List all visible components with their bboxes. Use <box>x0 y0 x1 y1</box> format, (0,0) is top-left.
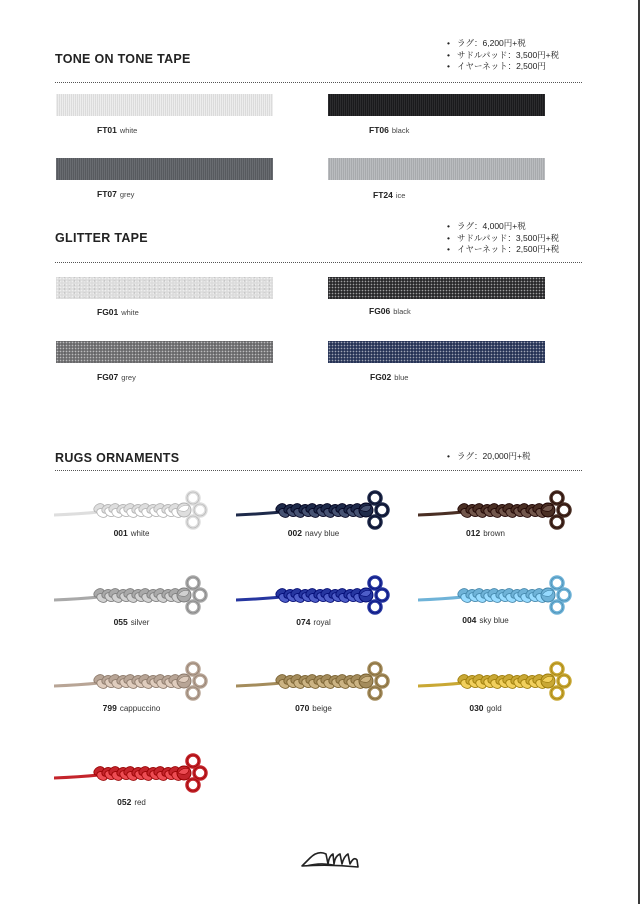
ornament-052 <box>54 745 209 805</box>
caption-fg01 <box>97 307 139 317</box>
swatch-fg07 <box>56 341 273 363</box>
brand-logo-icon <box>300 842 360 872</box>
rope-ornament-icon <box>54 745 209 805</box>
item-code: FT01 <box>97 125 117 135</box>
price-line: • ラグ：4,000円+税 <box>447 221 559 233</box>
price-line: • イヤーネット：2,500円+税 <box>447 244 559 256</box>
item-name: black <box>393 307 411 316</box>
glitter-title: GLITTER TAPE <box>55 231 148 245</box>
item-name: ice <box>395 191 406 200</box>
caption-074 <box>236 617 391 627</box>
caption-fg06 <box>369 306 411 316</box>
caption-799 <box>54 703 209 713</box>
item-name: grey <box>119 190 135 199</box>
caption-070 <box>236 703 391 713</box>
ornaments-title: RUGS ORNAMENTS <box>55 451 180 465</box>
price-line: • サドルパッド：3,500円+税 <box>447 233 559 245</box>
price-line: • イヤーネット：2,500円 <box>447 61 559 73</box>
swatch-ft06 <box>328 94 545 116</box>
item-name: white <box>119 126 138 135</box>
item-name: navy blue <box>304 529 340 538</box>
swatch-ft07 <box>56 158 273 180</box>
caption-001 <box>54 528 209 538</box>
swatch-ft24 <box>328 158 545 180</box>
swatch-ft01 <box>56 94 273 116</box>
item-name: white <box>121 308 139 317</box>
item-code: 055 <box>113 617 128 627</box>
caption-fg07 <box>97 372 136 382</box>
price-line: • ラグ：6,200円+税 <box>447 38 559 50</box>
item-name: grey <box>121 373 136 382</box>
item-code: 012 <box>466 528 481 538</box>
caption-004 <box>408 615 563 625</box>
ornaments-prices <box>447 451 530 463</box>
item-name: red <box>134 798 146 807</box>
item-code: 070 <box>295 703 310 713</box>
glitter-prices <box>447 221 559 256</box>
item-name: royal <box>313 618 331 627</box>
price-line: • サドルパッド：3,500円+税 <box>447 50 559 62</box>
caption-052 <box>54 797 209 807</box>
item-code: 001 <box>113 528 128 538</box>
item-code: FG06 <box>369 306 391 316</box>
item-code: FG02 <box>370 372 392 382</box>
tone-on-tone-title: TONE ON TONE TAPE <box>55 52 191 66</box>
section-divider <box>55 82 582 83</box>
price-line: • ラグ：20,000円+税 <box>447 451 530 463</box>
item-name: white <box>130 529 150 538</box>
caption-ft07 <box>97 189 134 199</box>
item-name: beige <box>312 704 332 713</box>
item-code: FG01 <box>97 307 119 317</box>
item-code: 030 <box>469 703 484 713</box>
item-name: gold <box>486 704 502 713</box>
item-code: 004 <box>462 615 477 625</box>
tone-on-tone-prices <box>447 38 559 73</box>
item-name: brown <box>483 529 505 538</box>
section-divider <box>55 262 582 263</box>
section-divider <box>55 470 582 471</box>
item-code: FT24 <box>373 190 393 200</box>
caption-030 <box>408 703 563 713</box>
item-code: 799 <box>102 703 117 713</box>
caption-ft24 <box>373 190 405 200</box>
item-code: 074 <box>296 617 311 627</box>
item-code: FG07 <box>97 372 119 382</box>
item-name: sky blue <box>479 616 509 625</box>
item-name: blue <box>394 373 409 382</box>
caption-ft06 <box>369 125 409 135</box>
swatch-fg01 <box>56 277 273 299</box>
item-name: silver <box>130 618 150 627</box>
item-code: FT06 <box>369 125 389 135</box>
item-code: 052 <box>117 797 132 807</box>
caption-ft01 <box>97 125 137 135</box>
caption-055 <box>54 617 209 627</box>
caption-012 <box>408 528 563 538</box>
item-code: 002 <box>287 528 302 538</box>
swatch-fg06 <box>328 277 545 299</box>
item-code: FT07 <box>97 189 117 199</box>
swatch-fg02 <box>328 341 545 363</box>
caption-fg02 <box>370 372 408 382</box>
caption-002 <box>236 528 391 538</box>
item-name: cappuccino <box>119 704 161 713</box>
item-name: black <box>391 126 410 135</box>
